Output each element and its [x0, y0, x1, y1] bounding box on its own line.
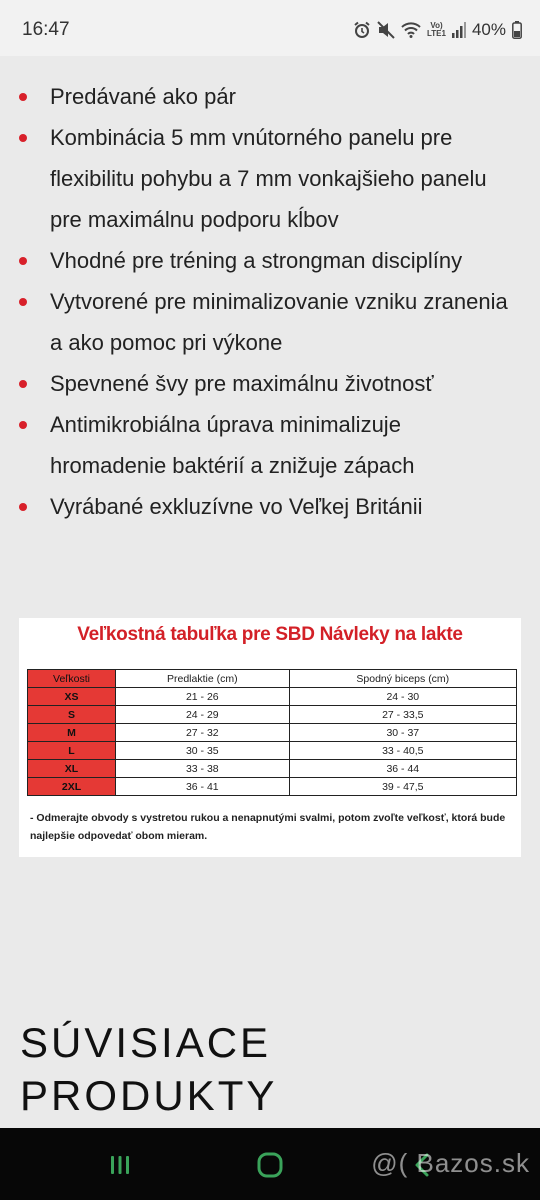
size-table: [27, 669, 517, 796]
biceps-value: 24 - 30: [289, 688, 516, 706]
status-bar: [0, 0, 540, 56]
size-label: L: [28, 742, 116, 760]
size-label: S: [28, 706, 116, 724]
bazos-watermark: @( Bazos.sk: [371, 1148, 530, 1178]
bullet-icon: [19, 298, 27, 306]
table-row: [28, 778, 517, 796]
list-item-text: Spevnené švy pre maximálnu životnosť: [50, 371, 434, 396]
table-row: [28, 760, 517, 778]
table-header-biceps: Spodný biceps (cm): [289, 670, 516, 688]
signal-icon: [452, 22, 466, 38]
home-icon: [256, 1152, 284, 1178]
forearm-value: 30 - 35: [116, 742, 290, 760]
related-products-heading: SÚVISIACE PRODUKTY: [20, 1019, 278, 1119]
forearm-value: 33 - 38: [116, 760, 290, 778]
lte-indicator: [427, 22, 446, 38]
battery-icon: [512, 21, 522, 39]
list-item-text: Vyrábané exkluzívne vo Veľkej Británii: [50, 494, 423, 519]
bullet-icon: [19, 503, 27, 511]
recent-apps-icon: [108, 1154, 132, 1176]
list-item-text: Vhodné pre tréning a strongman disciplíny: [50, 248, 463, 273]
list-item: [0, 404, 540, 486]
forearm-value: 21 - 26: [116, 688, 290, 706]
forearm-value: 36 - 41: [116, 778, 290, 796]
size-label: XS: [28, 688, 116, 706]
list-item: [0, 76, 540, 117]
list-item: [0, 281, 540, 363]
size-chart-image[interactable]: [19, 618, 521, 857]
biceps-value: 27 - 33,5: [289, 706, 516, 724]
size-chart-note: - Odmerajte obvody s vystretou rukou a nenapnutými svalmi, potom zvoľte veľkosť, ktorá bude najlepšie odpovedať obom mieram.: [30, 812, 506, 842]
size-label: 2XL: [28, 778, 116, 796]
bullet-icon: [19, 421, 27, 429]
bullet-icon: [19, 93, 27, 101]
table-header-row: [28, 670, 517, 688]
status-icons: [353, 18, 522, 42]
mute-icon: [377, 21, 395, 39]
bullet-icon: [19, 380, 27, 388]
list-item-text: Antimikrobiálna úprava minimalizuje hromadenie baktérií a znižuje zápach: [50, 412, 415, 478]
list-item: [0, 117, 540, 240]
status-time: 16:47: [22, 19, 70, 40]
table-header-forearm: Predlaktie (cm): [116, 670, 290, 688]
list-item: [0, 363, 540, 404]
volte-label: Vo): [430, 21, 443, 30]
biceps-value: 39 - 47,5: [289, 778, 516, 796]
wifi-icon: [401, 22, 421, 38]
table-row: [28, 724, 517, 742]
list-item-text: Kombinácia 5 mm vnútorného panelu pre flexibilitu pohybu a 7 mm vonkajšieho panelu pre maximálnu podporu kĺbov: [50, 125, 487, 232]
forearm-value: 27 - 32: [116, 724, 290, 742]
lte-label: LTE1: [427, 29, 446, 38]
list-item: [0, 486, 540, 527]
table-row: [28, 742, 517, 760]
list-item-text: Predávané ako pár: [50, 84, 236, 109]
recent-apps-button[interactable]: [103, 1150, 137, 1180]
bullet-icon: [19, 257, 27, 265]
table-row: [28, 706, 517, 724]
size-chart-title: Veľkostná tabuľka pre SBD Návleky na lakte: [77, 624, 463, 645]
navigation-bar: [0, 1128, 540, 1200]
list-item-text: Vytvorené pre minimalizovanie vzniku zranenia a ako pomoc pri výkone: [50, 289, 508, 355]
size-label: XL: [28, 760, 116, 778]
feature-list: [0, 76, 540, 527]
alarm-icon: [353, 21, 371, 39]
list-item: [0, 240, 540, 281]
table-header-size: Veľkosti: [28, 670, 116, 688]
home-button[interactable]: [253, 1150, 287, 1180]
size-label: M: [28, 724, 116, 742]
table-row: [28, 688, 517, 706]
biceps-value: 33 - 40,5: [289, 742, 516, 760]
biceps-value: 36 - 44: [289, 760, 516, 778]
bullet-icon: [19, 134, 27, 142]
biceps-value: 30 - 37: [289, 724, 516, 742]
forearm-value: 24 - 29: [116, 706, 290, 724]
battery-percent: 40%: [471, 20, 506, 39]
